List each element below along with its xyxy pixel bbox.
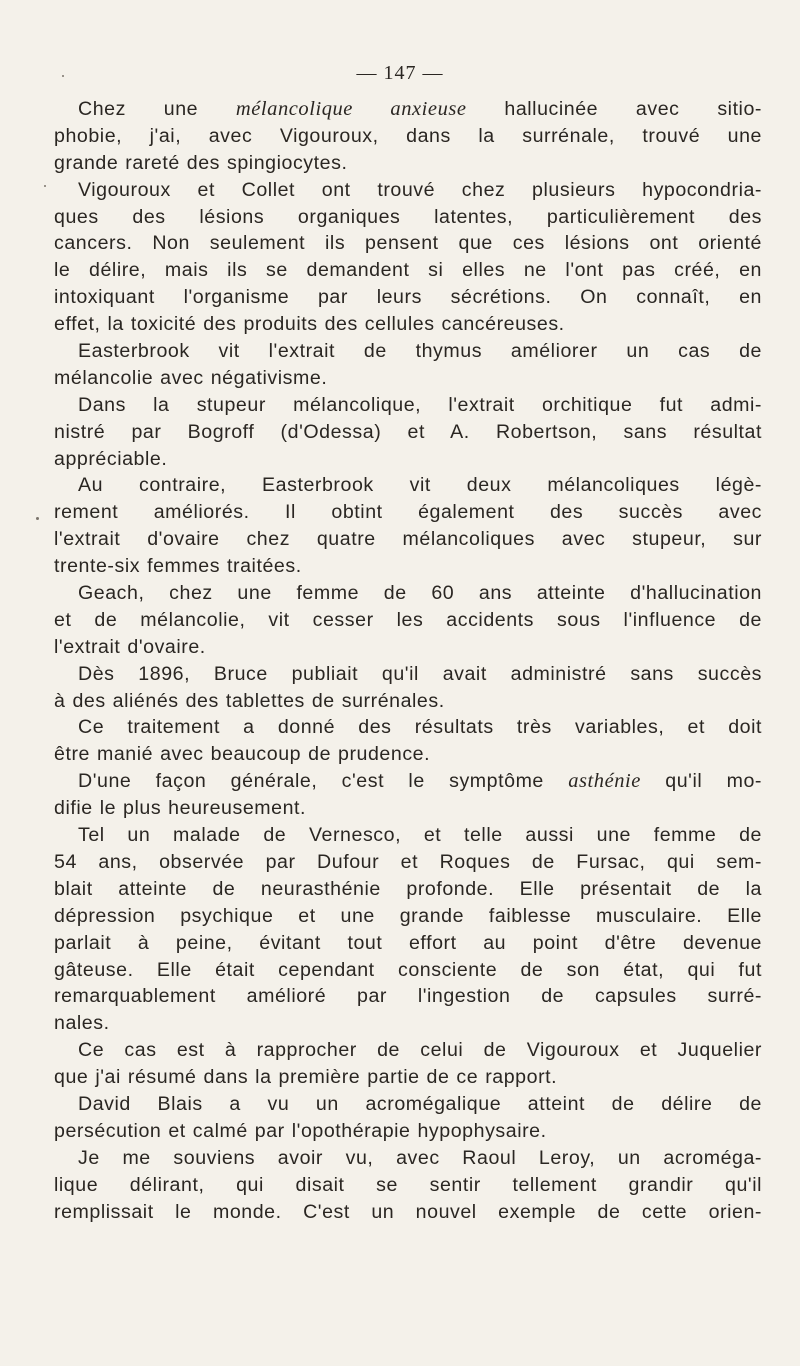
ink-speck [44, 185, 46, 187]
text-line [54, 150, 762, 177]
text-line-segment: 54 ans, observée par Dufour et Roques de Fursac, qui sem- [54, 850, 762, 873]
text-line [54, 1037, 762, 1064]
text-line [54, 822, 762, 849]
text-line [54, 1145, 762, 1172]
text-line-segment: Tel un malade de Vernesco, et telle aussi une femme de [78, 824, 762, 847]
text-line-segment: qu'il mo- [640, 770, 762, 793]
text-line [54, 284, 762, 311]
text-line [54, 688, 762, 715]
text-line [54, 419, 762, 446]
text-line-segment: difie le plus heureusement. [54, 797, 307, 820]
text-line [54, 1118, 762, 1145]
text-line-segment: cancers. Non seulement ils pensent que ces lésions ont orienté [54, 232, 762, 255]
text-line-segment: l'extrait d'ovaire chez quatre mélancoliques avec stupeur, sur [54, 528, 762, 551]
text-line [54, 96, 762, 123]
text-line [54, 957, 762, 984]
text-line-segment: Au contraire, Easterbrook vit deux mélancoliques légè- [78, 474, 762, 497]
text-line-segment: le délire, mais ils se demandent si elles ne l'ont pas créé, en [54, 259, 762, 282]
text-line [54, 338, 762, 365]
text-line-segment: D'une façon générale, c'est le symptôme [78, 770, 569, 793]
text-line [54, 1172, 762, 1199]
text-line [54, 580, 762, 607]
text-line-segment: phobie, j'ai, avec Vigouroux, dans la surrénale, trouvé une [54, 124, 762, 147]
text-line [54, 526, 762, 553]
text-line [54, 714, 762, 741]
text-line-segment: trente-six femmes traitées. [54, 555, 302, 578]
text-line-segment: blait atteinte de neurasthénie profonde. Elle présentait de la [54, 877, 762, 900]
text-line-segment: lique délirant, qui disait se sentir tellement grandir qu'il [54, 1173, 762, 1196]
text-line [54, 472, 762, 499]
text-line-segment: être manié avec beaucoup de prudence. [54, 743, 431, 766]
text-line-segment: remarquablement amélioré par l'ingestion de capsules surré- [54, 985, 762, 1008]
text-line [54, 876, 762, 903]
text-line [54, 930, 762, 957]
text-line [54, 1091, 762, 1118]
text-line [54, 499, 762, 526]
text-line-segment: Vigouroux et Collet ont trouvé chez plusieurs hypocondria- [78, 178, 762, 201]
text-line [54, 1064, 762, 1091]
ink-speck [36, 517, 39, 520]
text-line [54, 311, 762, 338]
text-line-segment: nistré par Bogroff (d'Odessa) et A. Robertson, sans résultat [54, 420, 762, 443]
text-line-segment: parlait à peine, évitant tout effort au point d'être devenue [54, 931, 762, 954]
text-line-segment: Geach, chez une femme de 60 ans atteinte d'hallucination [78, 582, 762, 605]
text-line-segment: David Blais a vu un acromégalique atteint de délire de [78, 1092, 762, 1115]
text-line [54, 365, 762, 392]
text-line-segment: Easterbrook vit l'extrait de thymus améliorer un cas de [78, 340, 762, 363]
text-line [54, 123, 762, 150]
text-line [54, 177, 762, 204]
text-line-segment: effet, la toxicité des produits des cellules cancéreuses. [54, 313, 565, 336]
text-line-segment: Ce traitement a donné des résultats très variables, et doit [78, 716, 762, 739]
text-line-segment: remplissait le monde. C'est un nouvel exemple de cette orien- [54, 1200, 762, 1223]
text-line-segment: à des aliénés des tablettes de surrénales. [54, 689, 445, 712]
italic-term: mélancolique anxieuse [235, 98, 467, 120]
text-line [54, 553, 762, 580]
text-line-segment: mélancolie avec négativisme. [54, 366, 328, 389]
page-body-text [54, 96, 762, 1225]
text-line [54, 204, 762, 231]
text-line [54, 795, 762, 822]
text-line [54, 983, 762, 1010]
text-line-segment: appréciable. [54, 447, 168, 470]
text-line-segment: Chez une [78, 98, 236, 120]
text-line [54, 661, 762, 688]
text-line-segment: intoxiquant l'organisme par leurs sécrétions. On connaît, en [54, 286, 762, 309]
text-line [54, 1010, 762, 1037]
text-line [54, 446, 762, 473]
text-line-segment: Dans la stupeur mélancolique, l'extrait orchitique fut admi- [78, 393, 762, 416]
text-line-segment: hallucinée avec sitio- [466, 98, 762, 120]
text-line-segment: grande rareté des spingiocytes. [54, 151, 348, 174]
text-line-segment: ques des lésions organiques latentes, particulièrement des [54, 205, 762, 228]
italic-term: asthénie [568, 770, 641, 793]
text-line-segment: Je me souviens avoir vu, avec Raoul Leroy, un acroméga- [78, 1146, 762, 1169]
text-line [54, 607, 762, 634]
text-line-segment: Dès 1896, Bruce publiait qu'il avait administré sans succès [78, 662, 762, 685]
text-line [54, 768, 762, 795]
text-line [54, 257, 762, 284]
text-line-segment: nales. [54, 1012, 110, 1035]
text-line-segment: que j'ai résumé dans la première partie de ce rapport. [54, 1066, 558, 1089]
text-line-segment: et de mélancolie, vit cesser les accidents sous l'influence de [54, 608, 762, 631]
text-line [54, 1199, 762, 1226]
text-line [54, 392, 762, 419]
text-line-segment: l'extrait d'ovaire. [54, 635, 206, 658]
text-line [54, 903, 762, 930]
text-line [54, 849, 762, 876]
text-line [54, 634, 762, 661]
text-line-segment: rement améliorés. Il obtint également des succès avec [54, 501, 762, 524]
page-number: — 147 — [356, 62, 444, 84]
text-line-segment: dépression psychique et une grande faiblesse musculaire. Elle [54, 904, 762, 927]
text-line-segment: gâteuse. Elle était cependant consciente de son état, qui fut [54, 958, 762, 981]
text-line-segment: Ce cas est à rapprocher de celui de Vigouroux et Juquelier [78, 1039, 762, 1062]
text-line [54, 741, 762, 768]
text-line [54, 230, 762, 257]
text-line-segment: persécution et calmé par l'opothérapie hypophysaire. [54, 1119, 547, 1142]
